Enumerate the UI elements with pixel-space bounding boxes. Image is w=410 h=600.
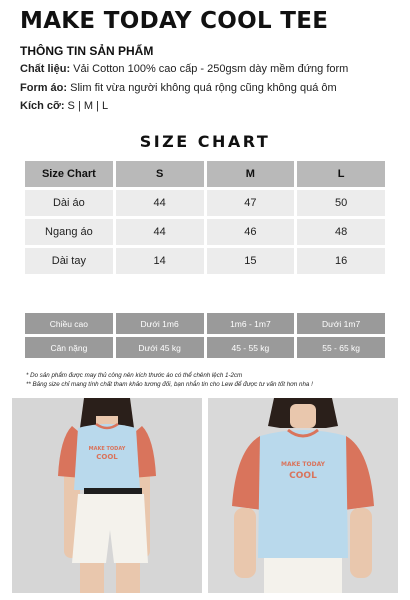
size-label: Kích cỡ:: [20, 100, 65, 112]
table-cell: 48: [297, 219, 385, 245]
size-chart-table: [22, 158, 388, 277]
table-cell: Dưới 45 kg: [116, 337, 204, 358]
note-line: * Do sản phẩm được may thủ công nên kích thước áo có thể chênh lệch 1-2cm: [26, 372, 243, 379]
table-cell: 45 - 55 kg: [207, 337, 295, 358]
notes: [26, 371, 313, 389]
tee-print-line2: COOL: [289, 471, 317, 481]
row-label: Dài tay: [25, 248, 113, 274]
table-row: [25, 219, 385, 245]
table-cell: 44: [116, 219, 204, 245]
table-cell: Dưới 1m7: [297, 313, 385, 334]
header-cell: M: [207, 161, 295, 187]
tee-print-line1: MAKE TODAY: [280, 461, 326, 468]
material-value: Vải Cotton 100% cao cấp - 250gsm dày mềm đứng form: [70, 63, 349, 75]
product-photo-front: [12, 398, 202, 593]
header-cell: Size Chart: [25, 161, 113, 187]
table-cell: 55 - 65 kg: [297, 337, 385, 358]
material-label: Chất liệu:: [20, 63, 71, 75]
size-value: S | M | L: [64, 100, 109, 112]
header-cell: L: [297, 161, 385, 187]
table-row: [25, 313, 385, 334]
tee-print-line2: COOL: [96, 453, 118, 461]
table-row: [25, 190, 385, 216]
note-line: ** Bảng size chỉ mang tính chất tham khảo tương đối, bạn nhắn tin cho Lew để được tư vấn tốt hơn nha !: [26, 381, 313, 388]
tee-print-line1: MAKE TODAY: [88, 446, 126, 452]
row-label: Dài áo: [25, 190, 113, 216]
table-cell: Dưới 1m6: [116, 313, 204, 334]
form-label: Form áo:: [20, 82, 68, 94]
row-label: Ngang áo: [25, 219, 113, 245]
table-cell: 14: [116, 248, 204, 274]
table-cell: 46: [207, 219, 295, 245]
form-line: [20, 82, 337, 94]
row-label: Cân nặng: [25, 337, 113, 358]
table-cell: 1m6 - 1m7: [207, 313, 295, 334]
table-row: [25, 248, 385, 274]
material-line: [20, 63, 348, 75]
size-chart-heading: SIZE CHART: [139, 132, 271, 151]
table-cell: 47: [207, 190, 295, 216]
header-cell: S: [116, 161, 204, 187]
product-photo-closeup: [208, 398, 398, 593]
table-cell: 15: [207, 248, 295, 274]
fit-guide-table: [22, 310, 388, 361]
table-cell: 44: [116, 190, 204, 216]
form-value: Slim fit vừa người không quá rộng cũng không quá ôm: [67, 82, 337, 94]
row-label: Chiều cao: [25, 313, 113, 334]
product-title: MAKE TODAY COOL TEE: [20, 8, 329, 34]
product-info-heading: THÔNG TIN SẢN PHẨM: [20, 44, 154, 58]
table-cell: 16: [297, 248, 385, 274]
table-row: [25, 337, 385, 358]
size-line: [20, 100, 108, 112]
size-chart-header-row: [25, 161, 385, 187]
table-cell: 50: [297, 190, 385, 216]
